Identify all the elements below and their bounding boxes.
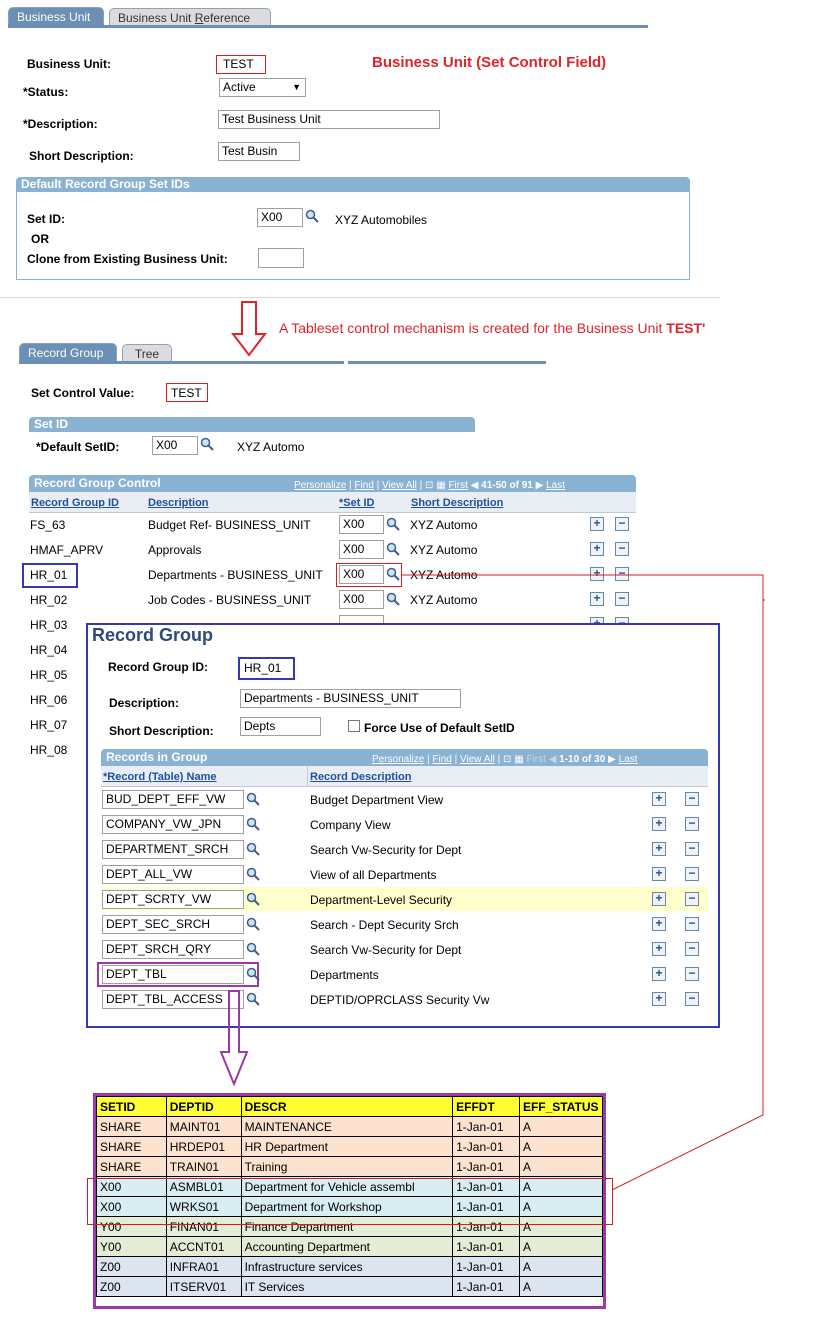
cell-effdt: 1-Jan-01 <box>453 1117 520 1137</box>
rgc-row-id: HR_04 <box>30 643 68 657</box>
rig-zoom-icon[interactable]: ⊡ <box>503 754 512 765</box>
rig-row-desc: View of all Departments <box>310 868 437 882</box>
rgc-row-short: XYZ Automo <box>410 593 478 607</box>
tableset-annotation-text: A Tableset control mechanism is created for the Business Unit <box>279 320 667 336</box>
cell-eff-status: A <box>519 1177 602 1197</box>
col-setid: SETID <box>97 1097 167 1117</box>
rgc-row-desc: Job Codes - BUSINESS_UNIT <box>148 593 312 607</box>
cell-descr: MAINTENANCE <box>241 1117 453 1137</box>
add-row-icon[interactable]: + <box>590 517 604 531</box>
rgc-col-setid[interactable]: *Set ID <box>339 497 375 509</box>
rgc-row-lookup-icon[interactable] <box>386 517 400 531</box>
rg-desc-label: Description: <box>109 696 180 710</box>
rig-row-desc: Search - Dept Security Srch <box>310 918 459 932</box>
cell-eff-status: A <box>519 1237 602 1257</box>
default-recgroup-box <box>16 191 690 280</box>
tab-business-unit-reference[interactable]: Business Unit Reference <box>109 8 271 26</box>
tab-tree[interactable]: Tree <box>122 344 172 362</box>
col-effdt: EFFDT <box>453 1097 520 1117</box>
rig-nav: Personalize | Find | View All | ⊡ ▦ First ◀ 1-10 of 30 ▶ Last <box>372 754 638 765</box>
delete-row-icon[interactable]: − <box>685 917 699 931</box>
section-divider <box>0 297 720 298</box>
rgc-col-shortdesc[interactable]: Short Description <box>411 497 504 509</box>
rgc-row-lookup-icon[interactable] <box>386 542 400 556</box>
setid-description: XYZ Automobiles <box>335 213 428 227</box>
cell-deptid: TRAIN01 <box>166 1157 241 1177</box>
delete-row-icon[interactable]: − <box>685 992 699 1006</box>
description-label: *Description: <box>23 117 98 131</box>
add-row-icon[interactable]: + <box>652 817 666 831</box>
rgc-row-desc: Budget Ref- BUSINESS_UNIT <box>148 518 311 532</box>
rgc-row-short: XYZ Automo <box>410 543 478 557</box>
delete-row-icon[interactable]: − <box>685 817 699 831</box>
add-row-icon[interactable]: + <box>652 992 666 1006</box>
cell-eff-status: A <box>519 1217 602 1237</box>
cell-descr: Department for Vehicle assembl <box>241 1177 453 1197</box>
tab-underline <box>8 25 648 28</box>
tab-underline-2 <box>19 361 344 364</box>
rig-last-link[interactable]: Last <box>618 754 638 765</box>
rig-row-lookup-icon[interactable] <box>246 892 260 906</box>
dept-table-header-row <box>97 1097 603 1117</box>
rig-row-name-input[interactable]: DEPT_SEC_SRCH <box>102 915 244 934</box>
tableset-annotation <box>279 320 705 336</box>
rgc-zoom-icon[interactable]: ⊡ <box>425 480 434 491</box>
purple-down-arrow-icon <box>219 990 249 1086</box>
rgc-nav: Personalize | Find | View All | ⊡ ▦ First ◀ 41-50 of 91 ▶ Last <box>294 480 566 491</box>
cell-deptid: ITSERV01 <box>166 1277 241 1297</box>
setid-input[interactable]: X00 <box>257 208 303 227</box>
cell-setid: Z00 <box>97 1257 167 1277</box>
cell-effdt: 1-Jan-01 <box>453 1277 520 1297</box>
short-description-input[interactable]: Test Busin <box>218 142 300 161</box>
rg-short-input[interactable]: Depts <box>240 717 321 736</box>
cell-eff-status: A <box>519 1197 602 1217</box>
rg-id-label: Record Group ID: <box>108 660 209 674</box>
dept-table-row <box>97 1117 603 1137</box>
default-setid-lookup-icon[interactable] <box>200 437 214 451</box>
cell-setid: Y00 <box>97 1217 167 1237</box>
cell-effdt: 1-Jan-01 <box>453 1157 520 1177</box>
rgc-row-setid-input[interactable]: X00 <box>339 565 384 584</box>
rgc-title: Record Group Control <box>34 476 161 490</box>
short-description-label: Short Description: <box>29 149 134 163</box>
rgc-personalize-link[interactable]: Personalize <box>294 480 347 491</box>
cell-setid: X00 <box>97 1177 167 1197</box>
delete-row-icon[interactable]: − <box>685 842 699 856</box>
cell-descr: Finance Department <box>241 1217 453 1237</box>
delete-row-icon[interactable]: − <box>615 542 629 556</box>
rgc-row-id: HR_06 <box>30 693 68 707</box>
col-descr: DESCR <box>241 1097 453 1117</box>
rig-next-icon[interactable]: ▶ <box>608 754 616 765</box>
add-row-icon[interactable]: + <box>590 567 604 581</box>
rig-row-name-input[interactable]: DEPT_SRCH_QRY <box>102 940 244 959</box>
cell-eff-status: A <box>519 1157 602 1177</box>
cell-effdt: 1-Jan-01 <box>453 1197 520 1217</box>
rgc-row-setid-input[interactable]: X00 <box>339 540 384 559</box>
tab-record-group[interactable]: Record Group <box>19 343 117 361</box>
rgc-find-link[interactable]: Find <box>354 480 374 491</box>
rig-col-record-desc[interactable]: Record Description <box>310 771 412 783</box>
col-deptid: DEPTID <box>166 1097 241 1117</box>
set-control-value-label: Set Control Value: <box>31 386 135 400</box>
delete-row-icon[interactable]: − <box>685 942 699 956</box>
rig-row-name-input[interactable]: DEPT_ALL_VW <box>102 865 244 884</box>
rgc-prev-icon[interactable]: ◀ <box>470 480 479 491</box>
rgc-col-recgroupid[interactable]: Record Group ID <box>31 497 120 509</box>
clone-bu-label: Clone from Existing Business Unit: <box>27 252 228 266</box>
rgc-row-desc: Departments - BUSINESS_UNIT <box>148 568 323 582</box>
rig-find-link[interactable]: Find <box>432 754 452 765</box>
cell-eff-status: A <box>519 1117 602 1137</box>
records-in-group-title: Records in Group <box>106 750 208 764</box>
rig-grid-icon[interactable]: ▦ <box>514 754 524 765</box>
cell-effdt: 1-Jan-01 <box>453 1237 520 1257</box>
rg-desc-input[interactable]: Departments - BUSINESS_UNIT <box>240 689 461 708</box>
dept-table-row <box>97 1157 603 1177</box>
add-row-icon[interactable]: + <box>652 892 666 906</box>
delete-row-icon[interactable]: − <box>685 792 699 806</box>
rgc-row-id: HMAF_APRV <box>30 543 104 557</box>
status-select[interactable] <box>219 78 306 97</box>
rgc-row-id: HR_05 <box>30 668 68 682</box>
rg-id-value: HR_01 <box>244 661 282 675</box>
rig-row-desc: Budget Department View <box>310 793 444 807</box>
setid-group-header: Set ID <box>29 417 475 432</box>
rig-row-name-input[interactable]: DEPT_TBL <box>102 965 244 984</box>
rig-row-name-input[interactable]: DEPT_TBL_ACCESS <box>102 990 244 1009</box>
rig-row-name-input[interactable]: COMPANY_VW_JPN <box>102 815 244 834</box>
cell-effdt: 1-Jan-01 <box>453 1177 520 1197</box>
cell-eff-status: A <box>519 1137 602 1157</box>
clone-bu-input[interactable] <box>258 248 304 268</box>
cell-descr: Department for Workshop <box>241 1197 453 1217</box>
rig-col-divider <box>307 766 308 786</box>
rgc-row-id: HR_01 <box>30 568 68 582</box>
cell-descr: Accounting Department <box>241 1237 453 1257</box>
dept-table-row <box>97 1237 603 1257</box>
status-label: *Status: <box>23 85 69 99</box>
add-row-icon[interactable]: + <box>652 942 666 956</box>
delete-row-icon[interactable]: − <box>615 567 629 581</box>
rgc-row-id: HR_08 <box>30 743 68 757</box>
rgc-row-lookup-icon[interactable] <box>386 592 400 606</box>
rgc-row-desc: Approvals <box>148 543 202 557</box>
default-setid-input[interactable]: X00 <box>152 436 198 455</box>
cell-deptid: MAINT01 <box>166 1117 241 1137</box>
rig-viewall-link[interactable]: View All <box>460 754 495 765</box>
rig-row-desc: Company View <box>310 818 391 832</box>
rgc-row-id: HR_07 <box>30 718 68 732</box>
description-input[interactable]: Test Business Unit <box>218 110 440 129</box>
rig-row-name-input[interactable]: DEPT_SCRTY_VW <box>102 890 244 909</box>
down-arrow-icon <box>231 301 267 357</box>
rgc-colheader-row <box>29 492 636 513</box>
add-row-icon[interactable]: + <box>652 867 666 881</box>
default-recgroup-header: Default Record Group Set IDs <box>16 177 690 192</box>
rig-row-name-input[interactable]: BUD_DEPT_EFF_VW <box>102 790 244 809</box>
cell-effdt: 1-Jan-01 <box>453 1217 520 1237</box>
rgc-last-link[interactable]: Last <box>546 480 566 491</box>
default-setid-label: *Default SetID: <box>36 440 120 454</box>
cell-effdt: 1-Jan-01 <box>453 1257 520 1277</box>
default-setid-desc: XYZ Automo <box>237 440 305 454</box>
set-control-value: TEST <box>171 386 202 400</box>
delete-row-icon[interactable]: − <box>615 517 629 531</box>
add-row-icon[interactable]: + <box>652 967 666 981</box>
rgc-row-short: XYZ Automo <box>410 568 478 582</box>
cell-deptid: WRKS01 <box>166 1197 241 1217</box>
dept-tbl-highlight <box>97 962 259 987</box>
x00-rows-highlight <box>87 1178 613 1225</box>
cell-setid: SHARE <box>97 1137 167 1157</box>
status-select-value: Active <box>223 80 256 94</box>
delete-row-icon[interactable]: − <box>685 967 699 981</box>
business-unit-label: Business Unit: <box>27 57 112 71</box>
rig-range: 1-10 of 30 <box>559 754 606 765</box>
rig-row-lookup-icon[interactable] <box>246 867 260 881</box>
rig-row-lookup-icon[interactable] <box>246 842 260 856</box>
cell-descr: Infrastructure services <box>241 1257 453 1277</box>
add-row-icon[interactable]: + <box>590 542 604 556</box>
rg-short-label: Short Description: <box>109 724 214 738</box>
rig-row-desc: Search Vw-Security for Dept <box>310 943 462 957</box>
dept-table-row <box>97 1137 603 1157</box>
rig-personalize-link[interactable]: Personalize <box>372 754 425 765</box>
rgc-row-id: HR_03 <box>30 618 68 632</box>
tab-underline-3 <box>348 361 546 364</box>
cell-setid: SHARE <box>97 1117 167 1137</box>
rig-col-record-name[interactable]: *Record (Table) Name <box>103 771 217 783</box>
rgc-row-id: FS_63 <box>30 518 66 532</box>
cell-descr: IT Services <box>241 1277 453 1297</box>
hr01-highlight-box <box>22 563 78 588</box>
setid-lookup-icon[interactable] <box>305 209 319 223</box>
cell-deptid: ACCNT01 <box>166 1237 241 1257</box>
delete-row-icon[interactable]: − <box>615 592 629 606</box>
tableset-annotation-bold: TEST' <box>666 320 706 336</box>
set-control-annotation: Business Unit (Set Control Field) <box>372 54 607 71</box>
dept-table-row <box>97 1257 603 1277</box>
force-default-checkbox[interactable] <box>348 720 360 732</box>
cell-deptid: HRDEP01 <box>166 1137 241 1157</box>
add-row-icon[interactable]: + <box>652 842 666 856</box>
rig-row-desc: Department-Level Security <box>310 893 453 907</box>
force-default-label: Force Use of Default SetID <box>364 721 515 735</box>
add-row-icon[interactable]: + <box>652 792 666 806</box>
rgc-row-lookup-icon[interactable] <box>386 567 400 581</box>
cell-eff-status: A <box>519 1277 602 1297</box>
rgc-row-setid-input[interactable]: X00 <box>339 590 384 609</box>
rig-row-lookup-icon[interactable] <box>246 942 260 956</box>
cell-descr: Training <box>241 1157 453 1177</box>
cell-deptid: INFRA01 <box>166 1257 241 1277</box>
rgc-viewall-link[interactable]: View All <box>382 480 417 491</box>
add-row-icon[interactable]: + <box>652 917 666 931</box>
rig-prev-icon: ◀ <box>548 754 557 765</box>
rig-row-desc: DEPTID/OPRCLASS Security Vw <box>310 993 490 1007</box>
cell-descr: HR Department <box>241 1137 453 1157</box>
cell-setid: SHARE <box>97 1157 167 1177</box>
rig-first-link: First <box>526 754 546 765</box>
record-group-title: Record Group <box>92 625 214 645</box>
delete-row-icon[interactable]: − <box>685 892 699 906</box>
rig-row-lookup-icon[interactable] <box>246 967 260 981</box>
rgc-range: 41-50 of 91 <box>481 480 533 491</box>
rig-row-desc: Departments <box>310 968 379 982</box>
dept-table-row <box>97 1277 603 1297</box>
dropdown-arrow-icon: ▼ <box>292 82 301 92</box>
rgc-row-id: HR_02 <box>30 593 68 607</box>
rig-row-name-input[interactable]: DEPARTMENT_SRCH <box>102 840 244 859</box>
or-label: OR <box>31 232 49 246</box>
rgc-grid-icon[interactable]: ▦ <box>436 480 446 491</box>
rig-row-desc: Search Vw-Security for Dept <box>310 843 462 857</box>
rgc-next-icon[interactable]: ▶ <box>535 480 544 491</box>
tab-business-unit[interactable]: Business Unit <box>8 7 104 25</box>
cell-deptid: ASMBL01 <box>166 1177 241 1197</box>
rig-row-lookup-icon[interactable] <box>246 917 260 931</box>
rig-row-lookup-icon[interactable] <box>246 817 260 831</box>
col-eff-status: EFF_STATUS <box>519 1097 602 1117</box>
add-row-icon[interactable]: + <box>590 592 604 606</box>
rgc-row-setid-input[interactable]: X00 <box>339 515 384 534</box>
rgc-first-link[interactable]: First <box>448 480 468 491</box>
setid-label: Set ID: <box>27 212 66 226</box>
cell-setid: X00 <box>97 1197 167 1217</box>
rgc-col-description[interactable]: Description <box>148 497 209 509</box>
cell-deptid: FINAN01 <box>166 1217 241 1237</box>
cell-setid: Z00 <box>97 1277 167 1297</box>
rgc-row-short: XYZ Automo <box>410 518 478 532</box>
business-unit-value: TEST <box>223 57 254 71</box>
delete-row-icon[interactable]: − <box>685 867 699 881</box>
cell-eff-status: A <box>519 1257 602 1277</box>
cell-setid: Y00 <box>97 1237 167 1257</box>
rig-row-lookup-icon[interactable] <box>246 792 260 806</box>
cell-effdt: 1-Jan-01 <box>453 1137 520 1157</box>
